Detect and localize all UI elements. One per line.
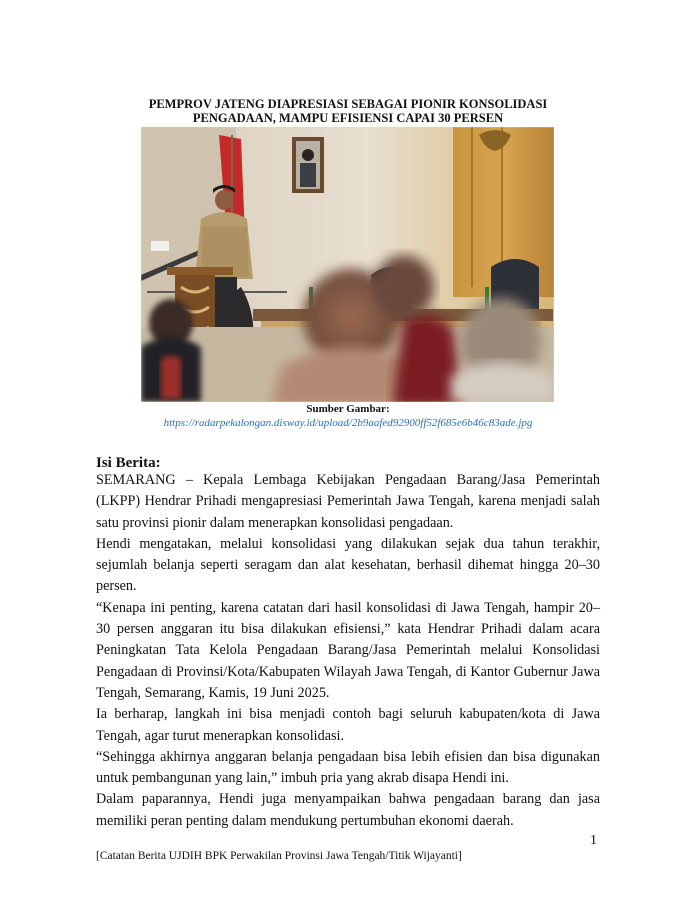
article-paragraph: “Kenapa ini penting, karena catatan dari hasil konsolidasi di Jawa Tengah, hampir 20–30 persen anggaran itu bisa dilakukan efisiensi,” kata Hendrar Prihadi dalam acara Peningkatan Tata Kelola Pengadaan Barang/Jasa Pemerintah melalui Konsolidasi Pengadaan di Provinsi/Kota/Kabupaten Wilayah Jawa Tengah, di Kantor Gubernur Jawa Tengah, Semarang, Kamis, 19 Juni 2025. bbox=[96, 599, 600, 701]
page-number: 1 bbox=[590, 833, 597, 848]
section-heading: Isi Berita: bbox=[96, 455, 161, 471]
page-footer: [Catatan Berita UJDIH BPK Perwakilan Provinsi Jawa Tengah/Titik Wijayanti] bbox=[96, 850, 462, 862]
article-paragraph: Dalam paparannya, Hendi juga menyampaikan bahwa pengadaan barang dan jasa memiliki peran penting dalam mendukung pertumbuhan ekonomi daerah. bbox=[96, 791, 600, 829]
news-photo bbox=[141, 127, 554, 402]
article-paragraph: Ia berharap, langkah ini bisa menjadi contoh bagi seluruh kabupaten/kota di Jawa Tengah, agar turut menerapkan konsolidasi. bbox=[96, 706, 600, 744]
article-title-line-2: PENGADAAN, MAMPU EFISIENSI CAPAI 30 PERSEN bbox=[192, 111, 504, 125]
image-source-link[interactable]: https://radarpekalongan.disway.id/upload/2b9aafed92900ff52f685e6b46c83ade.jpg bbox=[163, 417, 533, 429]
article-title-line-1: PEMPROV JATENG DIAPRESIASI SEBAGAI PIONIR KONSOLIDASI bbox=[148, 97, 548, 111]
article-paragraph: SEMARANG – Kepala Lembaga Kebijakan Pengadaan Barang/Jasa Pemerintah (LKPP) Hendrar Prihadi mengapresiasi Pemerintah Jawa Tengah, karena menjadi salah satu provinsi pionir dalam menerapkan konsolidasi pengadaan. bbox=[96, 472, 600, 531]
article-title bbox=[96, 97, 600, 125]
article-paragraph: “Sehingga akhirnya anggaran belanja pengadaan bisa lebih efisien dan bisa digunakan untuk pembangunan yang lain,” imbuh pria yang akrab disapa Hendi ini. bbox=[96, 748, 600, 787]
image-caption-label: Sumber Gambar: bbox=[306, 403, 390, 415]
article-paragraph: Hendi mengatakan, melalui konsolidasi yang dilakukan sejak dua tahun terakhir, sejumlah belanja seperti seragam dan alat kesehatan, berhasil dihemat hingga 20–30 persen. bbox=[96, 535, 600, 595]
article-body bbox=[96, 470, 600, 832]
